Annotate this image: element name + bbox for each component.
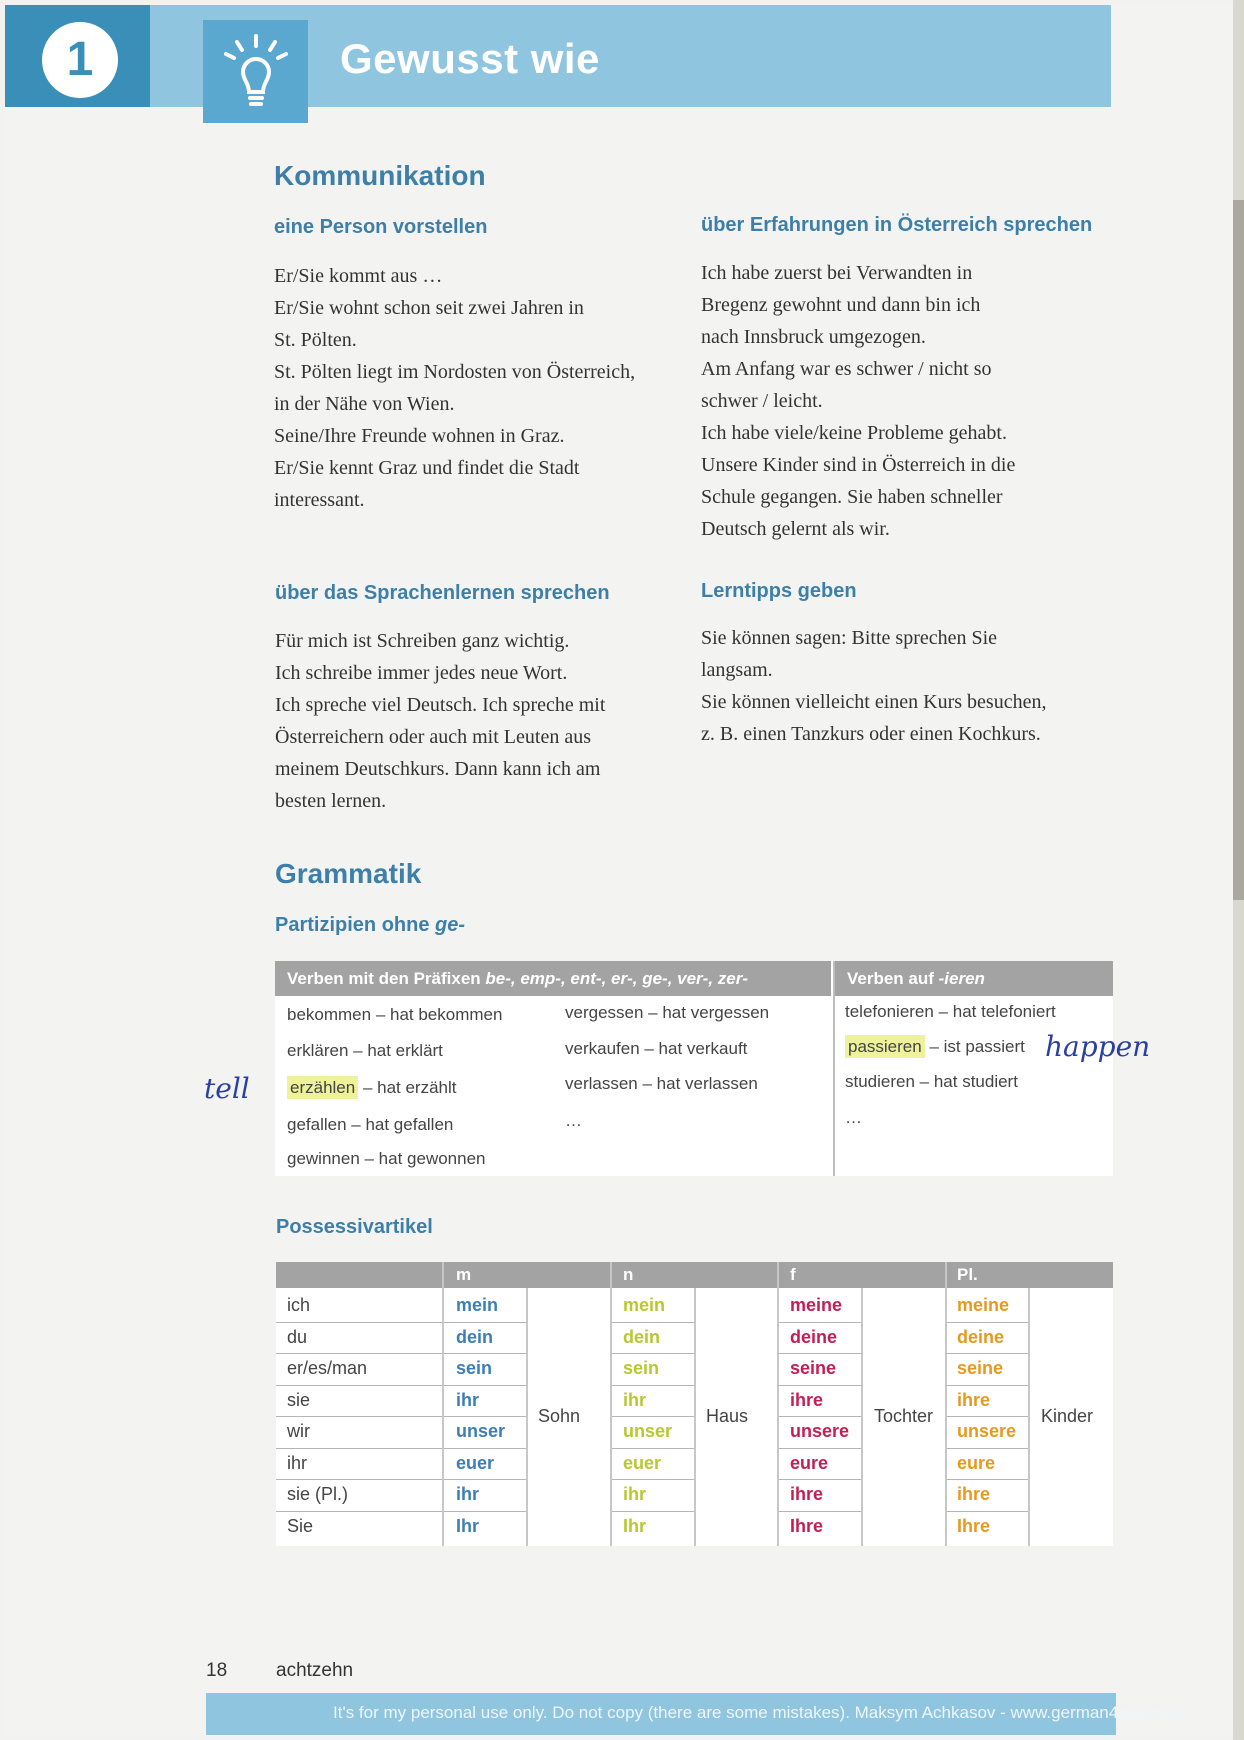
- lightbulb-icon-box: [203, 20, 308, 123]
- chapter-number: 1: [42, 22, 118, 98]
- noun-haus: Haus: [706, 1406, 749, 1426]
- possessive-n-cell: mein: [623, 1295, 666, 1315]
- possessive-m-cell: mein: [456, 1295, 499, 1315]
- pronoun-cell: wir: [287, 1421, 310, 1441]
- verb-item: passieren – ist passiert: [845, 1037, 1025, 1057]
- possessive-m-cell: ihr: [456, 1389, 480, 1410]
- lightbulb-icon: [221, 32, 291, 112]
- section-body-sprachenlernen: Für mich ist Schreiben ganz wichtig. Ich schreibe immer jedes neue Wort. Ich spreche viel Deutsch. Ich spreche mit Österreichern oder auch mit Leuten aus meinem Deutschkurs. Dann kann ich am besten lernen.: [275, 630, 606, 812]
- verb-item: erklären – hat erklärt: [287, 1041, 443, 1060]
- ellipsis: …: [565, 1111, 582, 1130]
- highlight-marker: erzählen: [287, 1076, 358, 1099]
- possessive-n-cell: euer: [623, 1452, 662, 1473]
- verb-item: gewinnen – hat gewonnen: [287, 1149, 486, 1168]
- possessive-f-cell: ihre: [790, 1484, 824, 1504]
- pronoun-cell: sie (Pl.): [287, 1484, 349, 1504]
- possessive-f-cell: meine: [790, 1295, 843, 1315]
- section-title-sprachenlernen: über das Sprachenlernen sprechen: [275, 582, 610, 604]
- possessive-pl-cell: Ihre: [957, 1515, 991, 1536]
- table-header-n: [612, 1262, 777, 1288]
- verb-item: studieren – hat studiert: [845, 1072, 1018, 1091]
- pronoun-cell: du: [287, 1326, 308, 1347]
- possessive-pl-cell: meine: [957, 1295, 1010, 1315]
- partizipien-table: [275, 961, 1113, 1176]
- chapter-title: Gewusst wie: [340, 35, 600, 82]
- section-body-erfahrungen: Ich habe zuerst bei Verwandten in Bregenz gewohnt und dann bin ich nach Innsbruck umgezogen. Am Anfang war es schwer / nicht so schwer / leicht. Ich habe viele/keine Probleme gehabt. Unsere Kinder sind in Österreich in die Schule gegangen. Sie haben schneller Deutsch gelernt als wir.: [701, 262, 1016, 540]
- section-body-person: Er/Sie kommt aus … Er/Sie wohnt schon seit zwei Jahren in St. Pölten. St. Pölten liegt im Nordosten von Österreich, in der Nähe von Wien. Seine/Ihre Freunde wohnen in Graz. Er/Sie kennt Graz und findet die Stadt interessant.: [274, 265, 636, 511]
- verb-item: vergessen – hat vergessen: [565, 1003, 770, 1022]
- page-number: 18: [206, 1660, 228, 1681]
- page-edge: [1233, 0, 1244, 1740]
- noun-tochter: Tochter: [874, 1406, 934, 1426]
- possessive-n-cell: dein: [623, 1326, 661, 1347]
- header-label-m: m: [456, 1265, 472, 1284]
- noun-kinder: Kinder: [1041, 1406, 1094, 1426]
- possessive-f-cell: ihre: [790, 1389, 824, 1410]
- table-header-f: [779, 1262, 945, 1288]
- pronoun-cell: ich: [287, 1295, 311, 1315]
- possessive-f-cell: Ihre: [790, 1515, 824, 1536]
- possessive-m-cell: euer: [456, 1452, 495, 1473]
- possessiv-title: Possessivartikel: [276, 1216, 433, 1238]
- verb-item: telefonieren – hat telefoniert: [845, 1002, 1056, 1021]
- possessive-m-cell: Ihr: [456, 1515, 480, 1536]
- possessive-m-cell: dein: [456, 1326, 494, 1347]
- highlight-marker: passieren: [845, 1035, 925, 1058]
- grammatik-heading: Grammatik: [275, 858, 422, 889]
- possessive-n-cell: unser: [623, 1421, 673, 1441]
- verb-item: bekommen – hat bekommen: [287, 1005, 503, 1024]
- possessive-n-cell: sein: [623, 1358, 660, 1378]
- partizipien-header-praefixe: Verben mit den Präfixen be-, emp-, ent-, er-, ge-, ver-, zer-: [275, 961, 831, 996]
- verb-item: verlassen – hat verlassen: [565, 1074, 758, 1093]
- possessive-f-cell: seine: [790, 1358, 837, 1378]
- possessive-pl-cell: ihre: [957, 1484, 991, 1504]
- pronoun-cell: Sie: [287, 1515, 314, 1536]
- section-title-lerntipps: Lerntipps geben: [701, 580, 857, 602]
- header-label-f: f: [790, 1265, 796, 1284]
- possessive-f-cell: unsere: [790, 1421, 850, 1441]
- kommunikation-heading: Kommunikation: [274, 160, 486, 191]
- verb-item: erzählen – hat erzählt: [287, 1078, 457, 1098]
- possessive-m-cell: ihr: [456, 1484, 480, 1504]
- possessive-n-cell: Ihr: [623, 1515, 647, 1536]
- possessive-pl-cell: ihre: [957, 1389, 991, 1410]
- table-header-blank: [276, 1262, 442, 1288]
- possessive-m-cell: sein: [456, 1358, 493, 1378]
- possessive-n-cell: ihr: [623, 1389, 647, 1410]
- ellipsis: …: [845, 1108, 862, 1127]
- section-title-erfahrungen: über Erfahrungen in Österreich sprechen: [701, 214, 1093, 236]
- possessive-f-cell: deine: [790, 1326, 838, 1347]
- partizipien-header-ieren: Verben auf -ieren: [835, 961, 1113, 996]
- column-divider: [833, 961, 835, 1176]
- possessive-pl-cell: eure: [957, 1452, 996, 1473]
- verb-item: gefallen – hat gefallen: [287, 1115, 454, 1134]
- possessive-m-cell: unser: [456, 1421, 506, 1441]
- pronoun-cell: ihr: [287, 1452, 308, 1473]
- possessive-pl-cell: deine: [957, 1326, 1005, 1347]
- section-title-person: eine Person vorstellen: [274, 216, 488, 238]
- handwritten-note-happen: happen: [1045, 1030, 1151, 1063]
- handwritten-note-tell: tell: [204, 1072, 250, 1105]
- verb-item: verkaufen – hat verkauft: [565, 1039, 748, 1058]
- possessive-n-cell: ihr: [623, 1484, 647, 1504]
- header-label-n: n: [623, 1265, 634, 1284]
- possessive-pl-cell: unsere: [957, 1421, 1017, 1441]
- pronoun-cell: sie: [287, 1389, 311, 1410]
- watermark-text: It's for my personal use only. Do not copy (there are some mistakes). Maksym Achkasov - www.german4real.com: [333, 1703, 1184, 1722]
- possessive-pl-cell: seine: [957, 1358, 1004, 1378]
- pronoun-cell: er/es/man: [287, 1358, 368, 1378]
- section-body-lerntipps: Sie können sagen: Bitte sprechen Sie langsam. Sie können vielleicht einen Kurs besuchen, z. B. einen Tanzkurs oder einen Kochkurs.: [701, 627, 1047, 745]
- noun-sohn: Sohn: [538, 1406, 581, 1426]
- page-number-word: achtzehn: [276, 1660, 354, 1681]
- possessive-f-cell: eure: [790, 1452, 829, 1473]
- partizipien-title: Partizipien ohne ge-: [275, 914, 466, 936]
- possessiv-table: [276, 1262, 1113, 1546]
- header-label-pl: Pl.: [957, 1265, 978, 1284]
